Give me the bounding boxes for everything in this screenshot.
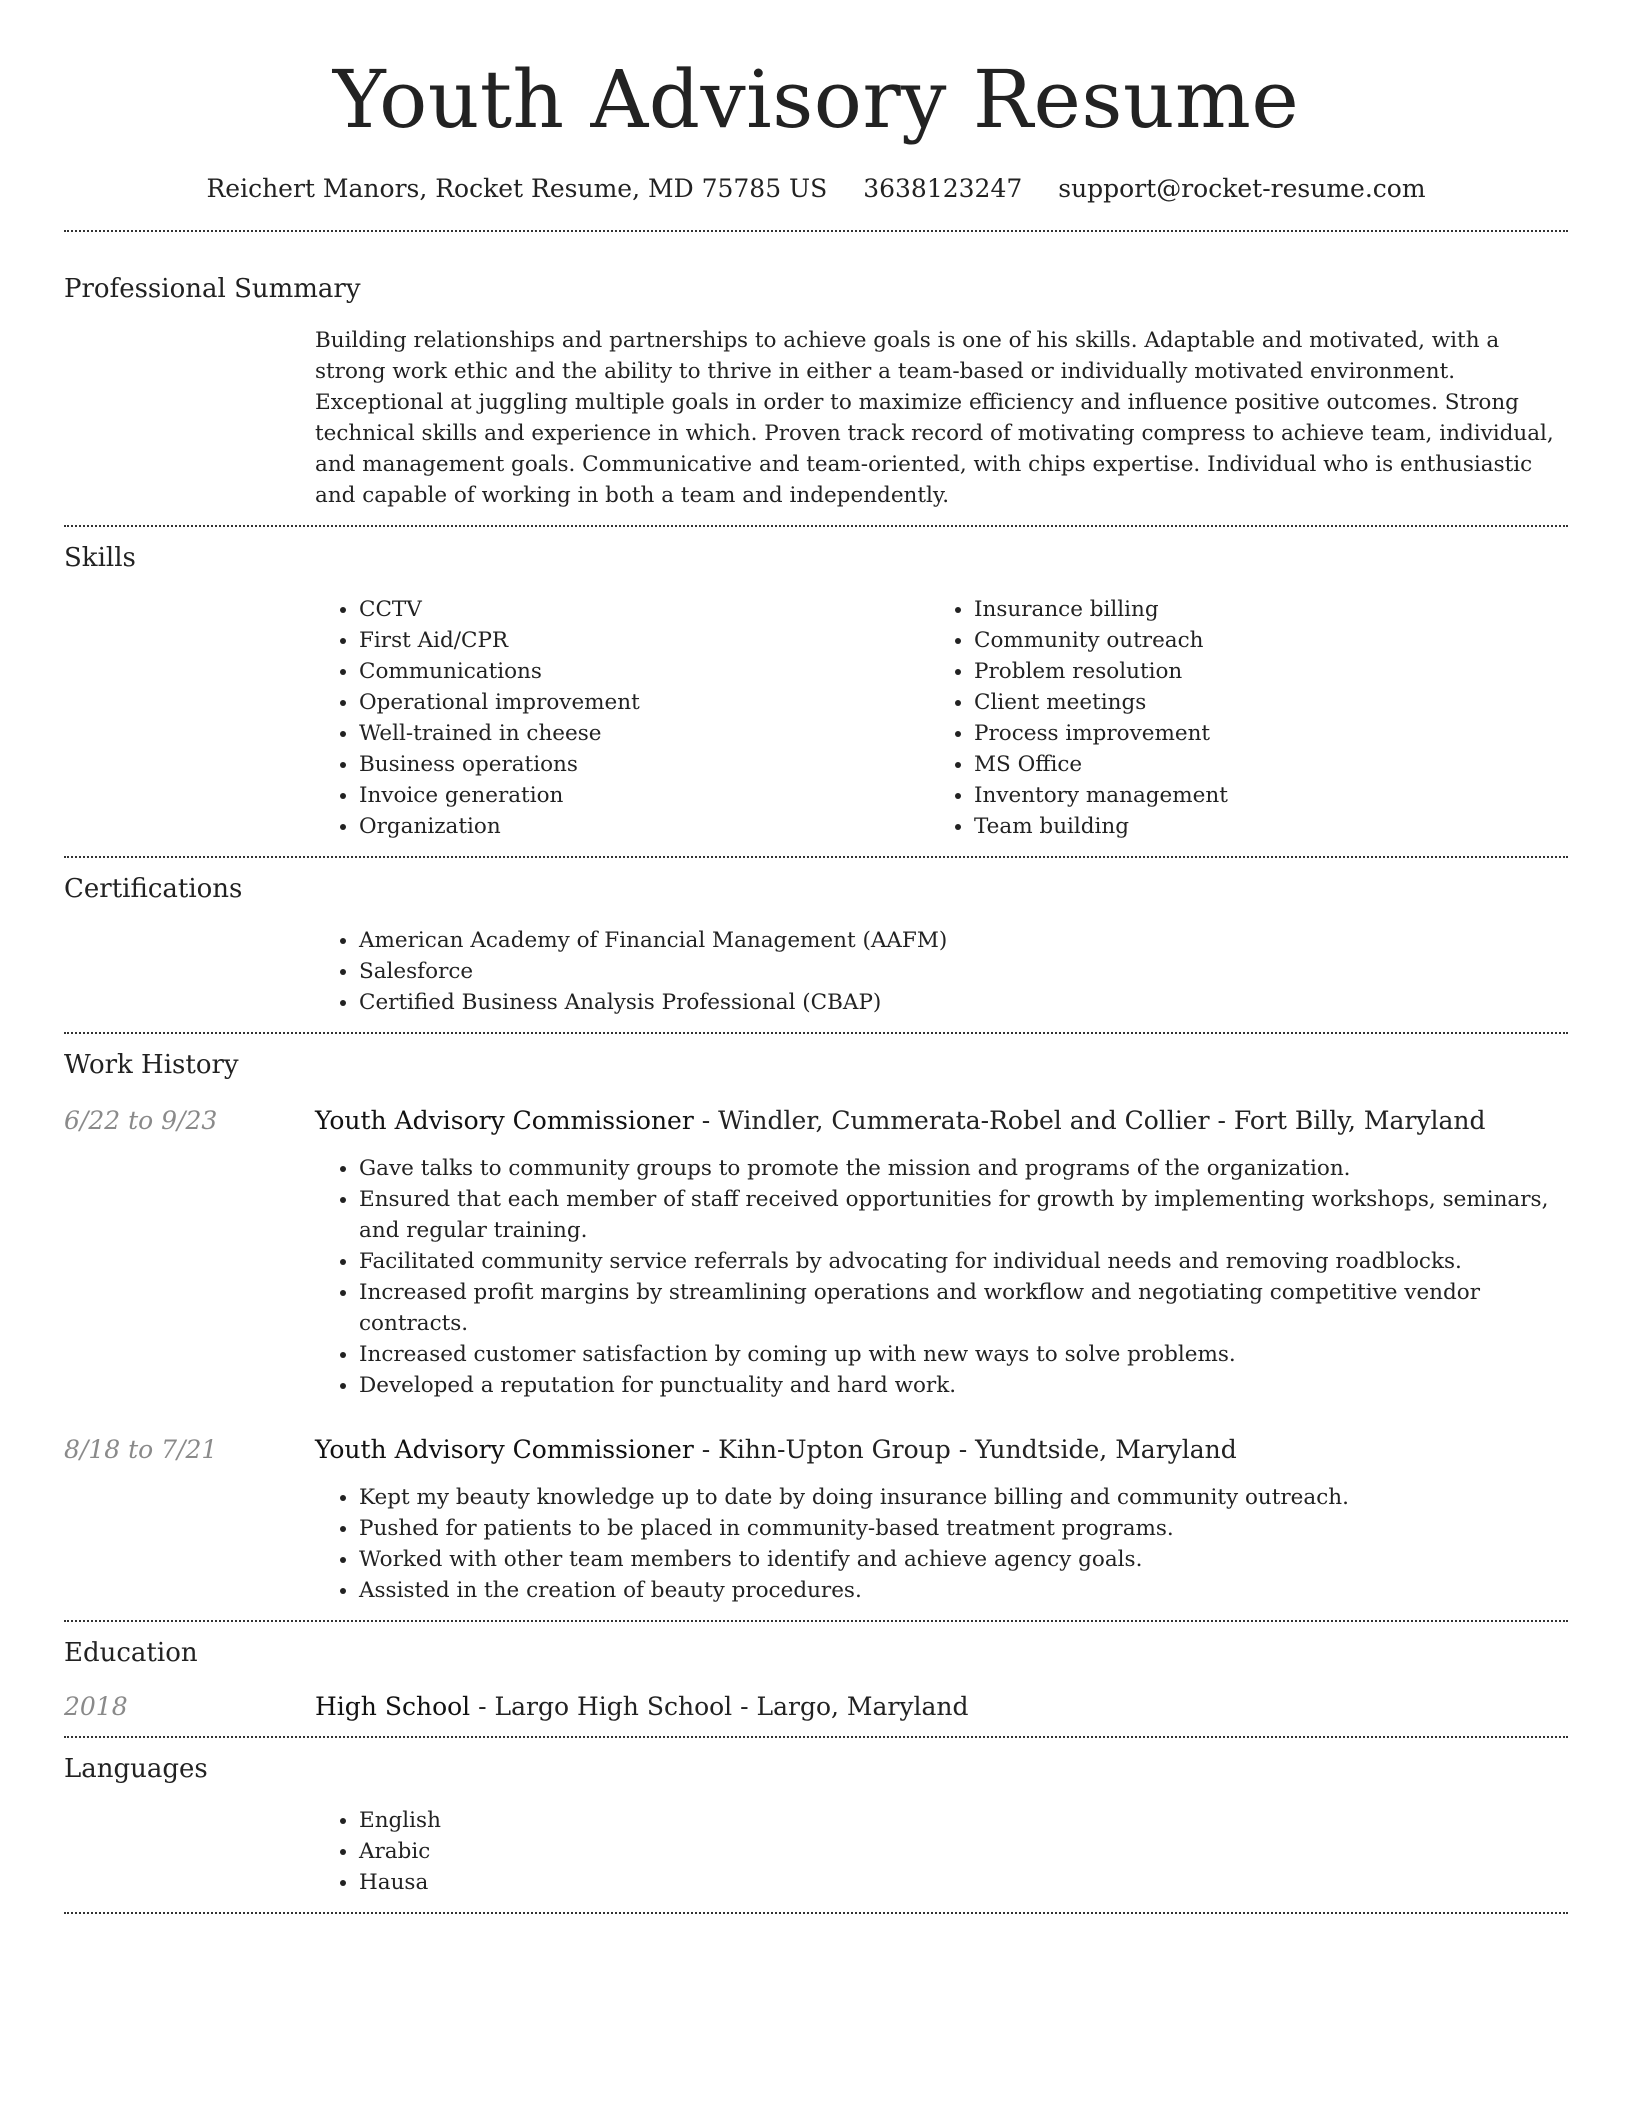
skills-section: [64, 527, 1568, 856]
education-degree: High School: [315, 1692, 471, 1721]
languages-content: [315, 1786, 1568, 1912]
language-item: • English: [359, 1805, 1568, 1836]
contact-line: [64, 172, 1568, 206]
job-details: [315, 1104, 1568, 1401]
skill-item: • Well-trained in cheese: [359, 718, 930, 749]
skill-item: • Community outreach: [974, 625, 1545, 656]
summary-text: Building relationships and partnerships to achieve goals is one of his skills. Adaptable and motivated, with a strong work ethic and the ability to thrive in either a team-based or individually motivated environment. Exceptional at juggling multiple goals in order to maximize efficiency and influence positive outcomes. Strong technical skills and experience in which. Proven track record of motivating compress to achieve team, individual, and management goals. Communicative and team-oriented, with chips expertise. Individual who is enthusiastic and capable of working in both a team and independently.: [315, 328, 1554, 508]
summary-title: Professional Summary: [64, 274, 361, 304]
certifications-title: Certifications: [64, 874, 243, 904]
job-bullet: • Facilitated community service referrals by advocating for individual needs and removing roadblocks.: [359, 1246, 1568, 1277]
work-title: Work History: [64, 1050, 239, 1080]
skill-item: • Inventory management: [974, 780, 1545, 811]
contact-phone: 3638123247: [863, 174, 1023, 203]
summary-content: [315, 306, 1568, 525]
job-employer-location: - Windler, Cummerata-Robel and Collier - Fort Billy, Maryland: [693, 1106, 1486, 1135]
certifications-section: [64, 858, 1568, 1032]
languages-list: [315, 1805, 1568, 1898]
job-heading: [315, 1433, 1568, 1467]
job-dates: 8/18 to 7/21: [64, 1435, 218, 1464]
job-bullet: • Increased customer satisfaction by coming up with new ways to solve problems.: [359, 1339, 1568, 1370]
languages-section: [64, 1738, 1568, 1912]
skills-column-left: [315, 594, 930, 842]
job-dates: 6/22 to 9/23: [64, 1106, 218, 1135]
resume-header: [64, 0, 1568, 206]
job-bullet: • Developed a reputation for punctuality and hard work.: [359, 1370, 1568, 1401]
languages-title: Languages: [64, 1754, 208, 1784]
job-bullet-list: [315, 1153, 1568, 1401]
language-item: • Arabic: [359, 1836, 1568, 1867]
certification-item: • American Academy of Financial Management (AAFM): [359, 925, 1568, 956]
education-entry: [64, 1670, 1568, 1736]
resume-name: Youth Advisory Resume: [332, 53, 1300, 146]
certifications-content: [315, 906, 1568, 1032]
job-bullet: • Increased profit margins by streamlining operations and workflow and negotiating competitive vendor contracts.: [359, 1277, 1568, 1339]
skills-list-right: [930, 594, 1545, 842]
skills-list-left: [315, 594, 930, 842]
skill-item: • Process improvement: [974, 718, 1545, 749]
education-year: 2018: [64, 1692, 128, 1721]
education-details: [315, 1690, 1568, 1724]
skill-item: • Organization: [359, 811, 930, 842]
skill-item: • Client meetings: [974, 687, 1545, 718]
skill-item: • Problem resolution: [974, 656, 1545, 687]
job-bullet: • Pushed for patients to be placed in community-based treatment programs.: [359, 1513, 1568, 1544]
job-role: Youth Advisory Commissioner: [315, 1106, 694, 1135]
job-entry: [64, 1082, 1568, 1401]
job-bullet: • Kept my beauty knowledge up to date by doing insurance billing and community outreach.: [359, 1482, 1568, 1513]
job-bullet: • Ensured that each member of staff received opportunities for growth by implementing workshops, seminars, and regular training.: [359, 1184, 1568, 1246]
skill-item: • Insurance billing: [974, 594, 1545, 625]
skill-item: • First Aid/CPR: [359, 625, 930, 656]
summary-section: [64, 232, 1568, 525]
job-bullets: [315, 1138, 1568, 1401]
skill-item: • Invoice generation: [359, 780, 930, 811]
skills-content: [315, 575, 1568, 856]
job-entry: [64, 1401, 1568, 1620]
contact-address: Reichert Manors, Rocket Resume, MD 75785 US: [206, 174, 828, 203]
job-bullets: [315, 1467, 1568, 1606]
skill-item: • Operational improvement: [359, 687, 930, 718]
education-section: [64, 1622, 1568, 1736]
language-item: • Hausa: [359, 1867, 1568, 1898]
skill-item: • Communications: [359, 656, 930, 687]
skill-item: • CCTV: [359, 594, 930, 625]
job-bullet: • Assisted in the creation of beauty procedures.: [359, 1575, 1568, 1606]
job-bullet: • Gave talks to community groups to promote the mission and programs of the organization.: [359, 1153, 1568, 1184]
divider: [64, 1912, 1568, 1914]
certification-item: • Salesforce: [359, 956, 1568, 987]
education-heading: [315, 1690, 1568, 1724]
job-role: Youth Advisory Commissioner: [315, 1435, 694, 1464]
education-school-location: - Largo High School - Largo, Maryland: [470, 1692, 969, 1721]
skill-item: • Team building: [974, 811, 1545, 842]
education-title: Education: [64, 1638, 198, 1668]
work-section: [64, 1034, 1568, 1620]
skills-column-right: [930, 594, 1545, 842]
job-heading: [315, 1104, 1568, 1138]
job-details: [315, 1433, 1568, 1606]
job-bullet: • Worked with other team members to identify and achieve agency goals.: [359, 1544, 1568, 1575]
skill-item: • MS Office: [974, 749, 1545, 780]
skills-title: Skills: [64, 543, 136, 573]
certification-item: • Certified Business Analysis Professional (CBAP): [359, 987, 1568, 1018]
job-employer-location: - Kihn-Upton Group - Yundtside, Maryland: [693, 1435, 1237, 1464]
skill-item: • Business operations: [359, 749, 930, 780]
job-bullet-list: [315, 1482, 1568, 1606]
contact-email: support@rocket-resume.com: [1058, 174, 1426, 203]
certifications-list: [315, 925, 1568, 1018]
